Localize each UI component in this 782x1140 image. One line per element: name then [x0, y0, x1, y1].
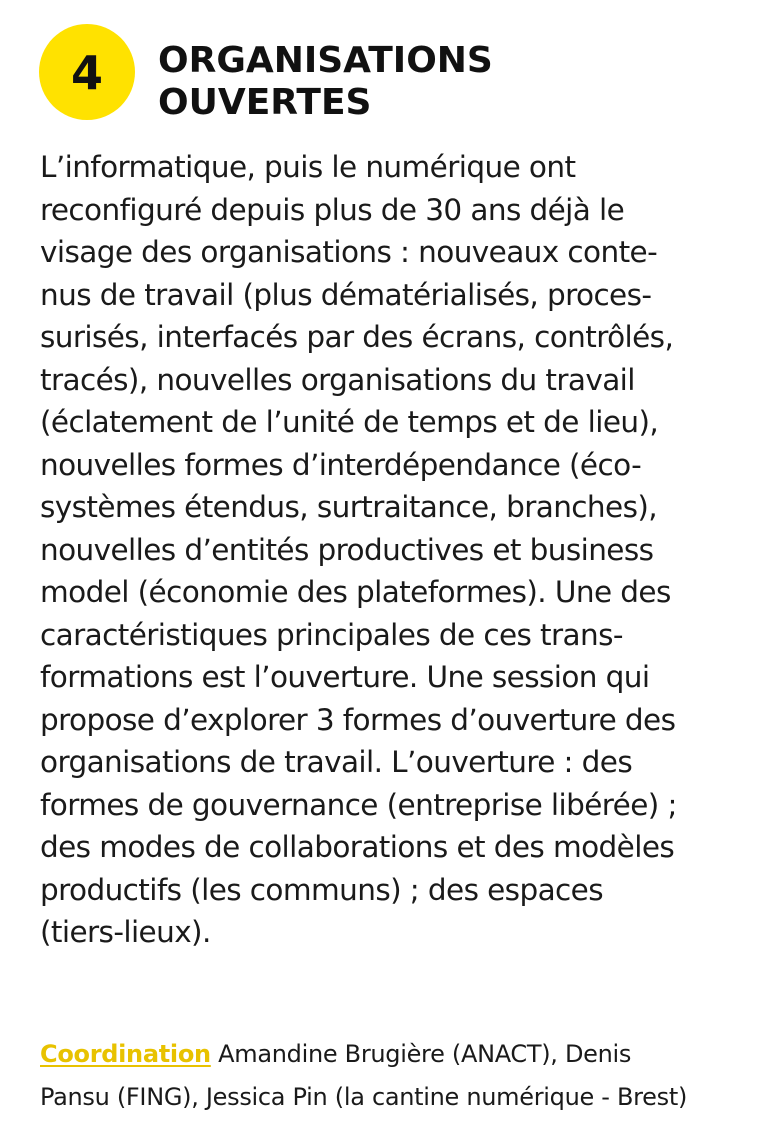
section-number-badge: [39, 24, 135, 120]
coordination-line: Pansu (FING), Jessica Pin (la cantine numérique - Brest): [40, 1083, 688, 1111]
description-line: des modes de collaborations et des modèles: [40, 830, 675, 864]
description-line: productifs (les communs) ; des espaces: [40, 872, 603, 907]
description-line: organisations de travail. L’ouverture : des: [40, 745, 633, 779]
section-title: [158, 40, 493, 124]
description-line: caractéristiques principales de ces trans-: [40, 617, 623, 652]
description-line: nouvelles formes d’interdépendance (éco-: [40, 447, 642, 482]
section-description: [40, 146, 780, 954]
coordination-line: [40, 1033, 780, 1076]
description-line: systèmes étendus, surtraitance, branches),: [40, 490, 658, 524]
section-title-line: ORGANISATIONS: [158, 40, 493, 81]
description-line: formations est l’ouverture. Une session qui: [40, 660, 650, 694]
description-line: (éclatement de l’unité de temps et de lieu),: [40, 405, 659, 439]
section-number: 4: [70, 46, 103, 100]
coordination-credits: [40, 1033, 780, 1119]
section-title-line: OUVERTES: [158, 82, 372, 123]
coordination-label: Coordination: [40, 1040, 211, 1068]
description-line: surisés, interfacés par des écrans, contrôlés,: [40, 320, 674, 354]
description-line: nouvelles d’entités productives et business: [40, 532, 654, 567]
coordination-names: Amandine Brugière (ANACT), Denis: [210, 1040, 632, 1068]
description-line: visage des organisations : nouveaux conte-: [40, 235, 658, 269]
description-line: reconfiguré depuis plus de 30 ans déjà le: [40, 192, 625, 227]
description-line: model (économie des plateformes). Une des: [40, 575, 671, 609]
description-line: tracés), nouvelles organisations du travail: [40, 362, 635, 397]
description-line: L’informatique, puis le numérique ont: [40, 150, 576, 184]
description-line: (tiers-lieux).: [40, 915, 211, 949]
description-line: propose d’explorer 3 formes d’ouverture des: [40, 702, 676, 737]
description-line: formes de gouvernance (entreprise libérée) ;: [40, 787, 677, 822]
description-line: nus de travail (plus dématérialisés, proces-: [40, 277, 652, 312]
